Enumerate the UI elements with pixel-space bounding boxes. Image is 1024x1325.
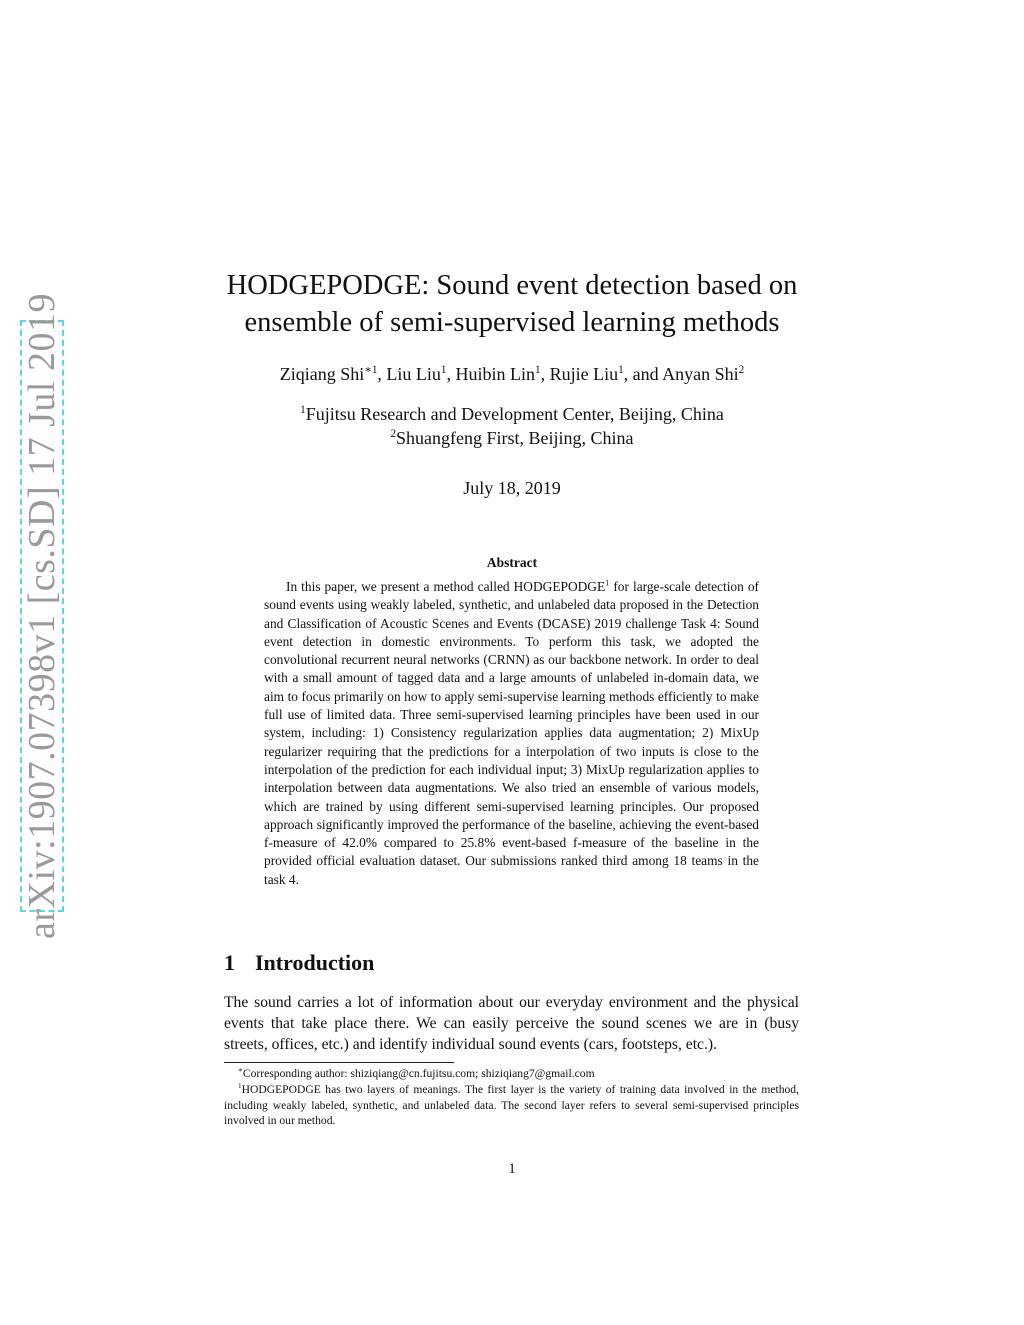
affiliation-text: Shuangfeng First, Beijing, China [396,428,634,448]
affiliation-2 [160,426,864,450]
publication-date: July 18, 2019 [463,478,561,498]
author-separator: , [377,364,387,384]
author-separator: , and [623,364,663,384]
arxiv-identifier-stamp [20,293,64,939]
author-affiliation-mark: 2 [738,364,745,376]
footnote-hodgepodge [224,1082,799,1129]
paper-title [160,267,864,341]
affiliation-1 [160,402,864,426]
footnote-text: HODGEPODGE has two layers of meanings. The first layer is the variety of training data involved in the method, including weakly labeled, synthetic, and unlabeled data. The second layer refers to several semi-supervised principles involved in our method. [224,1083,799,1127]
section-heading [224,950,374,976]
title-line-1: HODGEPODGE: Sound event detection based on [226,270,798,301]
title-line-2: ensemble of semi-supervised learning methods [244,307,780,338]
footnote-mark: 1 [605,578,610,588]
author-name: Ziqiang Shi [279,364,365,384]
author-affiliation-mark: 1 [440,364,447,376]
abstract-text-start: In this paper, we present a method called HODGEPODGE [286,579,606,594]
affiliation-mark: 1 [300,404,306,416]
abstract-text-rest: for large-scale detection of sound events using weakly labeled, synthetic, and unlabeled data proposed in the Detection and Classification of Acoustic Scenes and Events (DCASE) 2019 challenge Task 4: Sound event detection in domestic environments. To perform this task, we adopted the convolutional recurrent neural networks (CRNN) as our backbone network. In order to deal with a small amount of tagged data and a large amounts of unlabeled in-domain data, we aim to focus primarily on how to apply semi-supervise learning methods efficiently to make full use of limited data. Three semi-supervised learning principles have been used in our system, including: 1) Consistency regularization applies data augmentation; 2) MixUp regularizer requiring that the predictions for a interpolation of two inputs is close to the interpolation of the prediction for each individual input; 3) MixUp regularization applies to interpolation between data augmentations. We also tried an ensemble of various models, which are trained by using different semi-supervised learning principles. Our proposed approach significantly improved the performance of the baseline, achieving the event-based f-measure of 42.0% compared to 25.8% event-based f-measure of the baseline in the provided official evaluation dataset. Our submissions ranked third among 18 teams in the task 4. [264,579,759,887]
author-name: Liu Liu [386,364,441,384]
section-title-text: Introduction [255,950,375,975]
footnote-divider [224,1062,454,1063]
author-name: Rujie Liu [549,364,619,384]
author-affiliation-mark: 1 [618,364,624,376]
author-list [160,362,864,386]
arxiv-stamp-text: arXiv:1907.07398v1 [cs.SD] 17 Jul 2019 [21,293,63,939]
abstract-body [264,578,759,889]
introduction-paragraph: The sound carries a lot of information about our everyday environment and the physical events that take place there. We can easily perceive the sound scenes we are in (busy streets, offices, etc.) and identify individual sound events (cars, footsteps, etc.). [224,994,799,1053]
footnote-mark: 1 [238,1082,242,1091]
abstract-heading: Abstract [486,555,538,570]
author-separator: , [446,364,456,384]
author-separator: , [540,364,550,384]
footnote-text: Corresponding author: shiziqiang@cn.fujitsu.com; shiziqiang7@gmail.com [242,1067,595,1080]
footnote-corresponding-author [224,1066,799,1082]
affiliation-text: Fujitsu Research and Development Center, Beijing, China [305,404,724,424]
page-number: 1 [508,1161,516,1177]
section-number: 1 [224,950,235,975]
affiliation-mark: 2 [390,428,397,440]
author-affiliation-mark: ∗1 [364,364,378,376]
footnote-mark: ∗ [238,1066,243,1075]
author-name: Huibin Lin [455,364,535,384]
author-affiliation-mark: 1 [535,364,541,376]
author-name: Anyan Shi [662,364,739,384]
